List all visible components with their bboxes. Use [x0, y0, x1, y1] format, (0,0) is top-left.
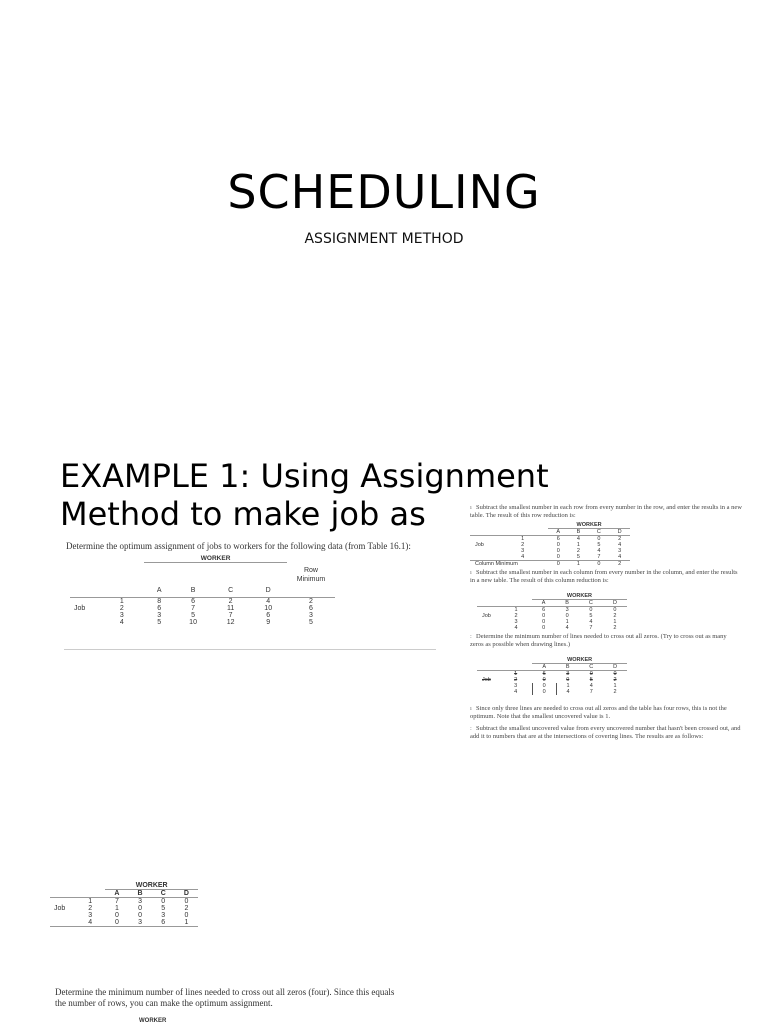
cell: 2 [613, 613, 617, 619]
solution-steps [470, 504, 742, 743]
slide-title: SCHEDULING [227, 165, 541, 219]
cell: 1 [576, 561, 580, 567]
col-header-d: D [612, 600, 617, 606]
cell: 10 [264, 605, 273, 612]
cell: 0 [556, 542, 560, 548]
step-3: : Determine the minimum number of lines needed to cross out all zeros. (Try to cross out as many zeros as possible when drawing lines.) [470, 633, 727, 648]
job-label: Job [54, 905, 66, 912]
cell: 0 [556, 554, 560, 560]
cell: 0 [589, 671, 593, 677]
cell: 2 [613, 677, 617, 683]
cell: 9 [266, 619, 271, 626]
step-3-text: Determine the minimum number of lines needed to cross out all zeros. (Try to cross out as many zeros as possible when drawing lines.) [470, 633, 727, 648]
table-row [477, 689, 627, 695]
table-row [70, 598, 335, 606]
cell: 6 [157, 605, 162, 612]
col-header-a: A [542, 664, 546, 670]
cell: 0 [138, 905, 143, 912]
job-label: Job [475, 542, 484, 548]
cell: 2 [184, 905, 189, 912]
cell: 4 [565, 625, 569, 631]
cell: 5 [589, 613, 593, 619]
cell: 3 [138, 919, 143, 926]
slide-subtitle: ASSIGNMENT METHOD [304, 231, 464, 247]
job-number: 1 [88, 898, 93, 905]
cell: 0 [138, 912, 143, 919]
cell: 7 [589, 625, 593, 631]
job-number: 3 [514, 683, 518, 689]
cell: 3 [157, 612, 162, 619]
job-number: 2 [514, 677, 518, 683]
job-label: Job [482, 677, 491, 683]
cell: 7 [597, 554, 601, 560]
worker-header: WORKER [105, 882, 198, 890]
cell: 5 [597, 542, 601, 548]
job-number: 4 [88, 919, 93, 926]
cell: 0 [589, 607, 593, 613]
job-label: Job [74, 605, 86, 612]
cell: 12 [226, 619, 235, 626]
job-number: 3 [521, 548, 525, 554]
cell: 5 [161, 905, 166, 912]
cell: 4 [589, 619, 593, 625]
cell: 2 [576, 548, 580, 554]
cell: 3 [565, 607, 569, 613]
cell: 4 [576, 536, 580, 542]
col-header-a: A [114, 890, 120, 897]
table-row [50, 912, 198, 919]
cell: 1 [613, 683, 617, 689]
heading-line-1: EXAMPLE 1: Using Assignment [60, 457, 549, 495]
row-reduction-table [470, 522, 630, 567]
job-number: 1 [514, 671, 518, 677]
step-2: ı Subtract the smallest number in each column from every number in the column, and enter the results in a new table. The result of this column reduction is: [470, 569, 738, 584]
cell: 0 [532, 689, 556, 695]
cell: 5 [589, 677, 593, 683]
col-header-a: A [144, 584, 174, 598]
cell: 8 [157, 598, 162, 605]
cell: 10 [189, 619, 197, 626]
column-reduction-table [477, 593, 627, 631]
cell: 1 [114, 905, 119, 912]
conclusion-text: Determine the minimum number of lines needed to cross out all zeros (four). Since this equals the number of rows, you can make the optimum assignment. [55, 987, 395, 1008]
cell: 2 [613, 689, 617, 695]
cell: 7 [228, 612, 233, 619]
cell: 11 [226, 605, 235, 612]
heading-line-2: Method to make job as [60, 495, 426, 533]
worker-header: WORKER [548, 522, 630, 529]
step-4: ı Since only three lines are needed to cross out all zeros and the table has four rows, this is not the optimum. Note that the smallest uncovered value is 1. [470, 705, 727, 720]
worker-header: WORKER [532, 657, 627, 664]
col-header-c: C [596, 529, 601, 535]
cell: 0 [613, 607, 617, 613]
col-header-b: B [174, 584, 212, 598]
col-header-b: B [137, 890, 143, 897]
cell: 4 [597, 548, 601, 554]
cell: 4 [266, 598, 271, 605]
cell: 1 [566, 683, 570, 689]
step-2-text: Subtract the smallest number in each column from every number in the column, and enter the results in a new table. The result of this column reduction is: [470, 569, 738, 584]
cell: 0 [542, 677, 546, 683]
table-row [477, 625, 627, 631]
cell: 6 [161, 919, 166, 926]
cell: 0 [597, 561, 601, 567]
divider [64, 649, 436, 650]
col-header-c: C [212, 584, 250, 598]
cell: 7 [589, 689, 593, 695]
cell: 5 [191, 612, 196, 619]
job-number: 3 [88, 912, 93, 919]
col-header-b: B [565, 600, 569, 606]
cell: 0 [114, 919, 119, 926]
job-number: 1 [521, 536, 525, 542]
cell: 7 [191, 605, 196, 612]
cell: 0 [542, 613, 546, 619]
col-min-label: Column Minimum [475, 561, 518, 567]
job-number: 2 [88, 905, 93, 912]
job-number: 3 [119, 612, 124, 619]
cut-off-worker-header: WORKER [139, 1018, 167, 1024]
col-header-b: B [576, 529, 581, 535]
cell: 0 [184, 912, 189, 919]
col-header-c: C [588, 600, 593, 606]
job-number: 4 [514, 689, 518, 695]
cell: 3 [566, 671, 570, 677]
cost-table [70, 555, 335, 626]
job-number: 3 [514, 619, 518, 625]
cell: 0 [184, 898, 189, 905]
row-min: 5 [309, 619, 313, 626]
cell: 2 [228, 598, 233, 605]
table-row [70, 605, 335, 612]
cell: 3 [161, 912, 166, 919]
cell: 6 [542, 671, 546, 677]
cell: 6 [542, 607, 546, 613]
cell: 0 [597, 536, 601, 542]
table-row [50, 919, 198, 927]
step-5-text: Subtract the smallest uncovered value from every uncovered number that hasn't been crossed out, and add it to numbers that are at the intersections of covering lines. The results are as follows: [470, 725, 741, 740]
cell: 0 [114, 912, 119, 919]
job-number: 1 [514, 607, 518, 613]
row-min: 2 [309, 598, 313, 605]
row-min: 6 [309, 605, 313, 612]
cell: 1 [613, 619, 617, 625]
job-number: 1 [119, 598, 124, 605]
job-number: 4 [119, 619, 124, 626]
cell: 7 [114, 898, 119, 905]
cell: 5 [576, 554, 580, 560]
table-row [70, 619, 335, 626]
covering-lines-table [477, 657, 627, 695]
row-min: 3 [309, 612, 313, 619]
cell: 4 [618, 554, 622, 560]
intro-text: Determine the optimum assignment of jobs to workers for the following data (from Table 16.1): [66, 541, 411, 551]
col-header-c: C [589, 664, 594, 670]
table-row [70, 612, 335, 619]
step-1-text: Subtract the smallest number in each row from every number in the row, and enter the results in a new table. The result of this row reduction is: [470, 504, 742, 519]
cell: 2 [613, 625, 617, 631]
cell: 2 [618, 536, 622, 542]
col-header-d: D [249, 584, 287, 598]
col-header-d: D [183, 890, 189, 897]
cell: 3 [618, 548, 622, 554]
cell: 0 [542, 625, 546, 631]
cell: 6 [556, 536, 560, 542]
col-header-c: C [160, 890, 166, 897]
cell: 1 [565, 619, 569, 625]
col-header-a: A [541, 600, 546, 606]
cell: 4 [618, 542, 622, 548]
column-minimum-row [470, 561, 630, 568]
job-number: 2 [521, 542, 525, 548]
cell: 6 [191, 598, 196, 605]
col-header-b: B [565, 664, 570, 670]
cell: 0 [556, 548, 560, 554]
job-label: Job [482, 613, 491, 619]
col-header-a: A [556, 529, 561, 535]
cell: 1 [576, 542, 580, 548]
cell: 5 [157, 619, 162, 626]
worker-header: WORKER [532, 593, 627, 600]
cell: 6 [266, 612, 271, 619]
step-1: ı Subtract the smallest number in each row from every number in the row, and enter the results in a new table. The result of this row reduction is: [470, 504, 742, 519]
job-number: 4 [521, 554, 525, 560]
cell: 0 [532, 683, 556, 689]
step-4-text: Since only three lines are needed to cross out all zeros and the table has four rows, this is not the optimum. Note that the smallest uncovered value is 1. [470, 705, 727, 720]
job-number: 2 [119, 605, 124, 612]
cell: 0 [565, 613, 569, 619]
row-min-header: Row Minimum [296, 566, 326, 583]
job-number: 4 [514, 625, 518, 631]
job-number: 2 [514, 613, 518, 619]
cell: 1 [184, 919, 189, 926]
worker-header: WORKER [144, 555, 287, 563]
table-row [50, 898, 198, 906]
cell: 0 [556, 561, 560, 567]
cell: 4 [589, 683, 593, 689]
cell: 0 [566, 677, 570, 683]
cell: 0 [542, 619, 546, 625]
cell: 3 [138, 898, 143, 905]
step-5: : Subtract the smallest uncovered value from every uncovered number that hasn't been crossed out, and add it to numbers that are at the intersections of covering lines. The results are as follows: [470, 725, 741, 740]
cell: 2 [618, 561, 622, 567]
cell: 0 [161, 898, 166, 905]
cell: 4 [566, 689, 570, 695]
col-header-d: D [613, 664, 618, 670]
adjusted-table [50, 882, 200, 927]
table-row [50, 905, 198, 912]
cell: 0 [613, 671, 617, 677]
col-header-d: D [617, 529, 622, 535]
